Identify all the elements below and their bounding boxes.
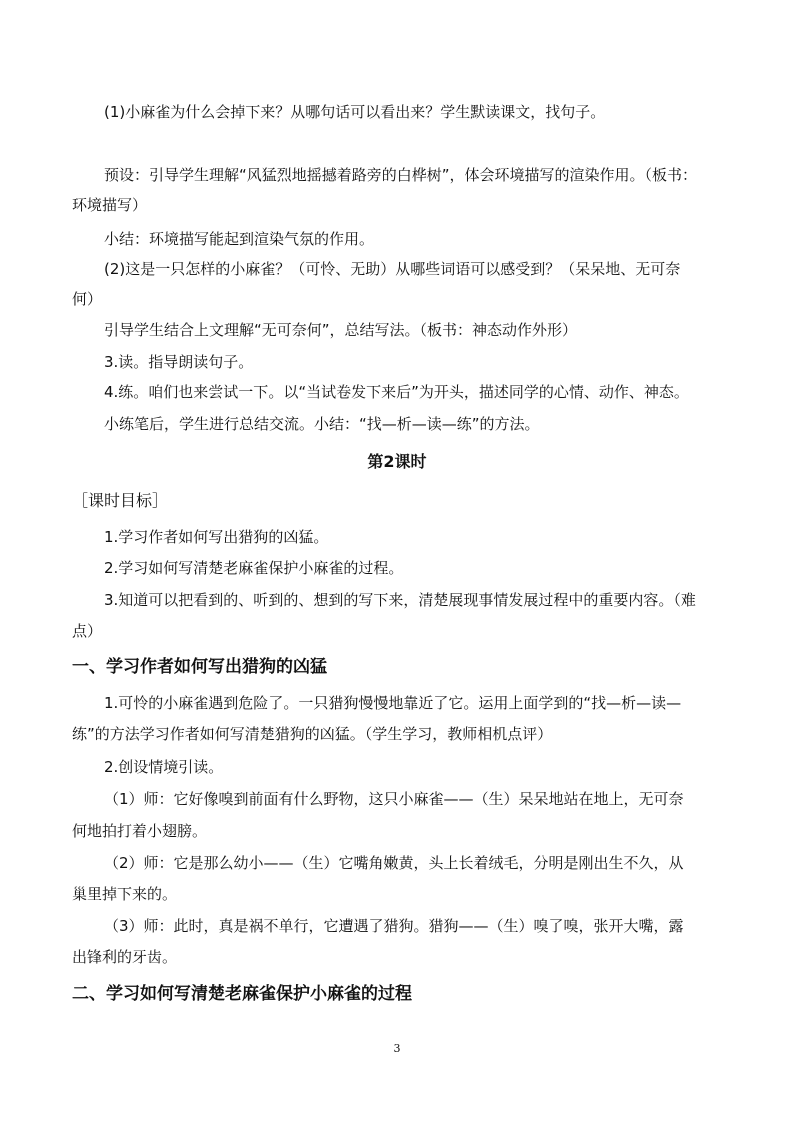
lesson-title: 第2课时	[367, 452, 427, 471]
preset-line: 预设：引导学生理解“风猛烈地摇撼着路旁的白桦树”，体会环境描写的渲染作用。（板书：	[104, 166, 698, 184]
step-read-line: 3.读。指导朗读句子。	[104, 353, 254, 371]
preset-continuation: 环境描写）	[72, 196, 148, 214]
section-2-heading: 二、学习如何写清楚老麻雀保护小麻雀的过程	[72, 984, 412, 1004]
page-number: 3	[393, 1042, 401, 1055]
section-1-item-1-continuation: 练”的方法学习作者如何写清楚猎狗的凶猛。（学生学习，教师相机点评）	[72, 725, 553, 743]
goal-3: 3.知道可以把看到的、听到的、想到的写下来，清楚展现事情发展过程中的重要内容。（难	[104, 591, 696, 609]
section-1-item-2: 2.创设情境引读。	[104, 758, 224, 776]
lesson-goals-heading: ［课时目标］	[72, 491, 169, 510]
section-1-item-1: 1.可怜的小麻雀遇到危险了。一只猎狗慢慢地靠近了它。运用上面学到的“找—析—读—	[104, 694, 682, 712]
dialogue-1: （1）师：它好像嗅到前面有什么野物，这只小麻雀——（生）呆呆地站在地上，无可奈	[104, 790, 684, 808]
practice-summary-line: 小练笔后，学生进行总结交流。小结：“找—析—读—练”的方法。	[104, 415, 540, 433]
dialogue-3: （3）师：此时，真是祸不单行，它遭遇了猎狗。猎狗——（生）嗅了嗅，张开大嘴，露	[104, 917, 684, 935]
dialogue-1-continuation: 何地拍打着小翅膀。	[72, 822, 208, 840]
question-2-continuation: 何）	[72, 290, 103, 308]
question-1-line: (1)小麻雀为什么会掉下来？从哪句话可以看出来？学生默读课文，找句子。	[104, 103, 606, 121]
goal-1: 1.学习作者如何写出猎狗的凶猛。	[104, 528, 329, 546]
dialogue-2-continuation: 巢里掉下来的。	[72, 885, 178, 903]
step-practice-line: 4.练。咱们也来尝试一下。以“当试卷发下来后”为开头，描述同学的心情、动作、神态。	[104, 383, 689, 401]
goal-2: 2.学习如何写清楚老麻雀保护小麻雀的过程。	[104, 559, 404, 577]
question-2-line: (2)这是一只怎样的小麻雀？（可怜、无助）从哪些词语可以感受到？（呆呆地、无可奈	[104, 260, 681, 278]
goal-3-continuation: 点）	[72, 622, 103, 640]
dialogue-2: （2）师：它是那么幼小——（生）它嘴角嫩黄，头上长着绒毛，分明是刚出生不久，从	[104, 854, 684, 872]
summary-line: 小结：环境描写能起到渲染气氛的作用。	[104, 230, 375, 248]
section-1-heading: 一、学习作者如何写出猎狗的凶猛	[72, 657, 327, 677]
dialogue-3-continuation: 出锋利的牙齿。	[72, 948, 178, 966]
guide-line: 引导学生结合上文理解“无可奈何”，总结写法。（板书：神态动作外形）	[104, 321, 578, 339]
